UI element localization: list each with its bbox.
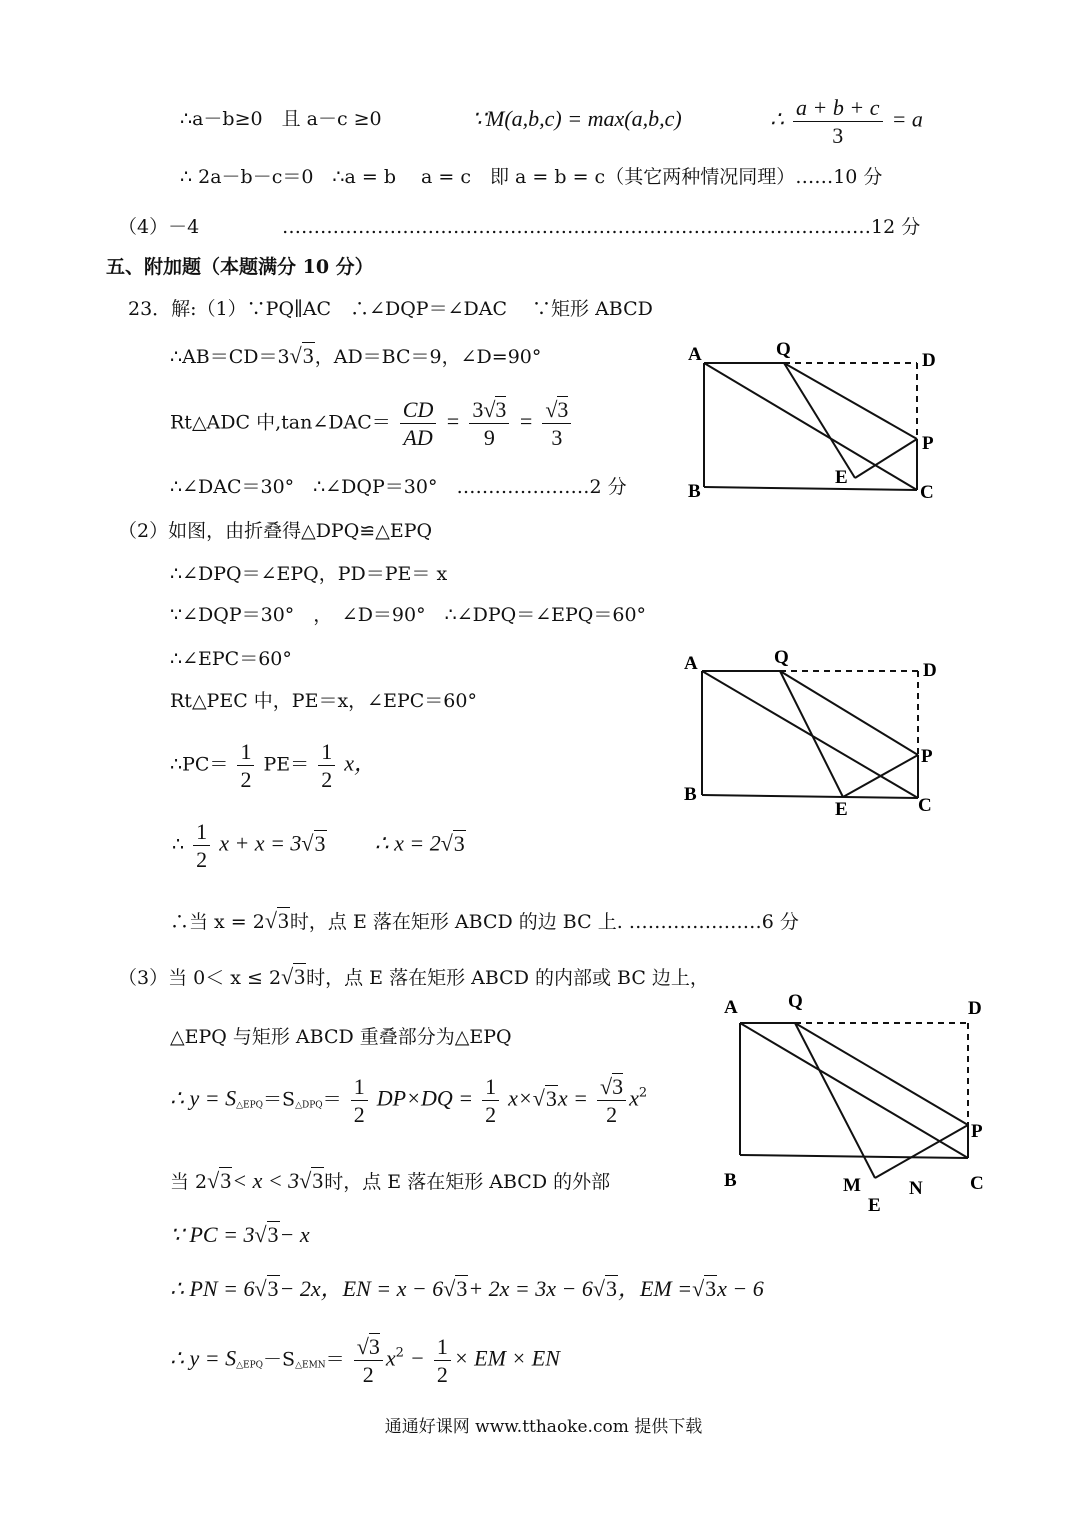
radicand: 3 <box>456 1276 468 1301</box>
label-a: A <box>688 344 702 365</box>
fraction-one-half <box>351 1075 368 1126</box>
equals-sign: ＝ <box>322 1088 342 1111</box>
sqrt-3: √3 <box>592 1276 617 1301</box>
fraction-abc-over-3 <box>793 96 882 147</box>
q23-part1-line2 <box>170 345 541 367</box>
label-n: N <box>909 1178 923 1199</box>
fraction-sqrt3-over-2: $\frac{√3}{2}$ <box>597 1075 626 1126</box>
sqrt-3: √3 <box>440 830 465 856</box>
ad-bc-d: ，AD＝BC＝9，∠D=90° <box>314 346 542 368</box>
equals-a: = a <box>891 106 923 132</box>
radicand: 3 <box>612 1074 624 1099</box>
ab-eq-cd: ∴AB＝CD＝3 <box>170 346 290 368</box>
label-p: P <box>971 1121 983 1142</box>
em-equals: ，EM = <box>617 1276 693 1301</box>
x-term: x <box>629 1085 639 1111</box>
label-e: E <box>868 1195 881 1215</box>
tan-dac-label: Rt△ADC 中,tan∠DAC＝ <box>170 411 391 434</box>
part2-conclusion <box>170 910 799 932</box>
part2-line2: ∴∠DPQ＝∠EPQ，PD＝PE＝ x <box>170 563 448 585</box>
line-ab-ac-nonneg: ∴a－b≥0 且 a－c ≥0 <box>180 108 382 130</box>
radicand: 3 <box>368 1334 380 1359</box>
fraction-numerator: 1 <box>482 1075 499 1101</box>
line-a-equals-b-equals-c: ∴ 2a－b－c＝0 ∴a = b a = c 即 a = b = c（其它两种情况同理）……10 分 <box>180 166 883 188</box>
exponent-2: 2 <box>638 1085 648 1101</box>
part3-outside-condition <box>170 1170 610 1192</box>
condition-text: （3）当 0＜ x ≤ 2 <box>118 967 282 989</box>
inequality: < x < 3 <box>232 1168 300 1193</box>
radicand: 3 <box>302 343 314 368</box>
part4-answer: （4）－4 <box>118 216 200 238</box>
fraction-sqrt3-over-2: $\frac{√3}{2}$ <box>354 1335 383 1386</box>
minus-x: − x <box>279 1222 310 1247</box>
part4-score: …………………………………………………………………………………12 分 <box>282 216 921 238</box>
x-equals: x = <box>557 1085 588 1111</box>
x-times: x× <box>508 1085 533 1111</box>
x-term: x， <box>344 750 377 776</box>
sqrt-3: √3 <box>692 1276 717 1301</box>
part3-line2: △EPQ 与矩形 ABCD 重叠部分为△EPQ <box>170 1026 512 1048</box>
label-b: B <box>724 1170 737 1191</box>
sqrt-3: √3 <box>254 1276 279 1301</box>
fraction-denominator: 2 <box>321 767 333 793</box>
fraction-cd-over-ad <box>400 398 437 449</box>
equals-s: ＝S <box>263 1088 296 1111</box>
label-m: M <box>843 1175 861 1196</box>
segment-bc <box>704 487 917 490</box>
radicand: 3 <box>605 1276 617 1301</box>
condition-result: 时，点 E 落在矩形 ABCD 的内部或 BC 边上， <box>306 967 709 989</box>
part3-final-area-line <box>170 1335 560 1386</box>
radicand: 3 <box>705 1276 717 1301</box>
exponent-2: 2 <box>395 1345 404 1361</box>
figure-2-e-on-bc <box>680 645 950 825</box>
pc-equals: ∵ PC = 3 <box>170 1222 255 1247</box>
x-solution: ∴ x = 2 <box>374 830 441 856</box>
pe-label: PE＝ <box>263 753 310 776</box>
pn-equals: ∴ PN = 6 <box>170 1276 255 1301</box>
when-label: 当 2 <box>170 1171 208 1193</box>
part2-line5: Rt△PEC 中，PE＝x，∠EPC＝60° <box>170 690 477 712</box>
part3-pn-en-em-line <box>170 1278 764 1300</box>
fraction-one-half <box>434 1335 451 1386</box>
segment-bc <box>740 1155 968 1158</box>
dp-times-dq: DP×DQ = <box>376 1085 474 1111</box>
fraction-denominator: 2 <box>606 1102 618 1128</box>
fraction-denominator: 2 <box>436 1362 448 1388</box>
fraction-numerator: 1 <box>318 740 335 766</box>
label-b: B <box>684 784 697 805</box>
therefore-symbol: ∴ <box>172 833 185 856</box>
part3-line1 <box>118 966 709 988</box>
fraction-denominator: 2 <box>485 1102 497 1128</box>
em-expr: x − 6 <box>717 1276 764 1301</box>
q23-part1-conclusion: ∴∠DAC＝30° ∴∠DQP＝30° …………………2 分 <box>170 476 627 498</box>
fraction-numerator: 1 <box>351 1075 368 1101</box>
figure-3-e-outside <box>715 985 1000 1215</box>
sqrt-3: √3 <box>532 1085 557 1111</box>
q23-part1-line1: 23．解:（1）∵PQ∥AC ∴∠DQP＝∠DAC ∵矩形 ABCD <box>128 298 653 320</box>
minus-s: －S <box>263 1348 296 1371</box>
label-d: D <box>968 998 982 1019</box>
subscript-epq: △EPQ <box>236 1100 264 1111</box>
fraction-numerator: 1 <box>237 740 254 766</box>
label-d: D <box>922 350 936 371</box>
fraction-denominator: 2 <box>362 1362 374 1388</box>
part2-line3: ∵∠DQP＝30° ， ∠D＝90° ∴∠DPQ＝∠EPQ＝60° <box>170 604 647 626</box>
when-x-equals: ∴当 x = 2 <box>170 911 265 933</box>
sqrt-3: √3 <box>443 1276 468 1301</box>
fraction-denominator: 2 <box>196 847 208 873</box>
fraction-denominator: 3 <box>832 123 844 149</box>
sqrt-3: √3 <box>301 830 326 856</box>
radicand: 3 <box>220 1168 232 1193</box>
equation-left: x + x = 3 <box>219 830 302 856</box>
segment-qe <box>784 363 855 478</box>
sqrt-3: √3 <box>299 1168 324 1193</box>
label-a: A <box>684 653 698 674</box>
label-e: E <box>835 799 848 820</box>
radicand: 3 <box>312 1168 324 1193</box>
sqrt-3: √3 <box>207 1168 232 1193</box>
part3-area-line <box>170 1075 647 1126</box>
fraction-denominator: 2 <box>353 1102 365 1128</box>
radicand: 3 <box>545 1085 557 1111</box>
en-expr: − 2x，EN = x − 6 <box>279 1276 444 1301</box>
line-mean-equals-a <box>770 96 923 147</box>
coefficient: 3 <box>472 397 484 422</box>
part2-line1: （2）如图，由折叠得△DPQ≌△EPQ <box>118 520 433 542</box>
fraction-one-half <box>482 1075 499 1126</box>
radicand: 3 <box>267 1222 279 1247</box>
label-c: C <box>970 1173 984 1194</box>
radicand: 3 <box>277 908 289 933</box>
part3-pc-line <box>170 1224 310 1246</box>
minus-sign: − <box>409 1345 425 1371</box>
x-term: x <box>385 1345 396 1371</box>
fraction-one-half <box>193 820 210 871</box>
radicand: 3 <box>495 397 507 422</box>
fraction-denominator: AD <box>403 425 433 451</box>
fraction-3sqrt3-over-9: $\frac{3√3}{9}$ <box>469 398 509 449</box>
pc-label: ∴PC＝ <box>170 753 229 776</box>
segment-qp <box>784 363 917 439</box>
q23-part1-tan-line: Rt△ADC 中,tan∠DAC＝ $\frac{CD}{AD}$ = $\frac{3√3}{9}$ = $\frac{√3}{3}$ <box>170 398 574 449</box>
diagonal-ac <box>704 363 917 490</box>
label-a: A <box>724 997 738 1018</box>
segment-bc <box>702 795 918 798</box>
section-heading-bonus: 五、附加题（本题满分 10 分） <box>106 256 374 278</box>
therefore-symbol: ∴ <box>770 106 784 132</box>
radicand: 3 <box>294 964 306 989</box>
label-p: P <box>921 746 933 767</box>
label-q: Q <box>776 339 791 360</box>
fraction-denominator: 9 <box>483 425 495 451</box>
radicand: 3 <box>267 1276 279 1301</box>
fraction-numerator: 1 <box>434 1335 451 1361</box>
equals-sign: ＝ <box>325 1348 345 1371</box>
page-footer: 通通好课网 www.tthaoke.com 提供下载 <box>384 1417 703 1437</box>
fraction-numerator: 1 <box>193 820 210 846</box>
label-d: D <box>923 660 937 681</box>
sqrt-3: √3 <box>289 343 314 368</box>
sqrt-3: √3 <box>264 908 289 933</box>
fraction-sqrt3-over-3: $\frac{√3}{3}$ <box>542 398 571 449</box>
radicand: 3 <box>557 397 569 422</box>
en-simplified: + 2x = 3x − 6 <box>468 1276 593 1301</box>
label-b: B <box>688 481 701 502</box>
fraction-denominator: 2 <box>240 767 252 793</box>
em-times-en: × EM × EN <box>453 1345 560 1371</box>
fraction-numerator: CD <box>400 398 437 424</box>
fraction-one-half <box>318 740 335 791</box>
fraction-numerator: a + b + c <box>793 96 882 122</box>
fraction-one-half <box>237 740 254 791</box>
segment-ep <box>875 1125 968 1178</box>
subscript-epq: △EPQ <box>236 1360 264 1371</box>
figure-1-rectangle-fold <box>680 335 950 510</box>
label-q: Q <box>774 647 789 668</box>
label-c: C <box>918 795 932 816</box>
sqrt-3: √3 <box>254 1222 279 1247</box>
conclusion-text: 时，点 E 落在矩形 ABCD 的边 BC 上. …………………6 分 <box>289 911 799 933</box>
line-max-definition: ∵M(a,b,c) = max(a,b,c) <box>472 106 682 131</box>
label-e: E <box>835 467 848 488</box>
label-c: C <box>920 482 934 503</box>
subscript-dpq: △DPQ <box>295 1100 323 1111</box>
sqrt-3: √3 <box>281 964 306 989</box>
part2-line4: ∴∠EPC＝60° <box>170 648 292 670</box>
subscript-emn: △EMN <box>295 1360 326 1371</box>
y-equals-s: ∴ y = S <box>170 1345 237 1371</box>
part2-equation-line <box>172 820 466 871</box>
radicand: 3 <box>453 830 465 856</box>
outside-text: 时，点 E 落在矩形 ABCD 的外部 <box>324 1171 611 1193</box>
part2-pc-line <box>170 740 376 791</box>
label-q: Q <box>788 991 803 1012</box>
fraction-denominator: 3 <box>551 425 563 451</box>
label-p: P <box>922 433 934 454</box>
radicand: 3 <box>314 830 326 856</box>
y-equals-s: ∴ y = S <box>170 1085 237 1111</box>
